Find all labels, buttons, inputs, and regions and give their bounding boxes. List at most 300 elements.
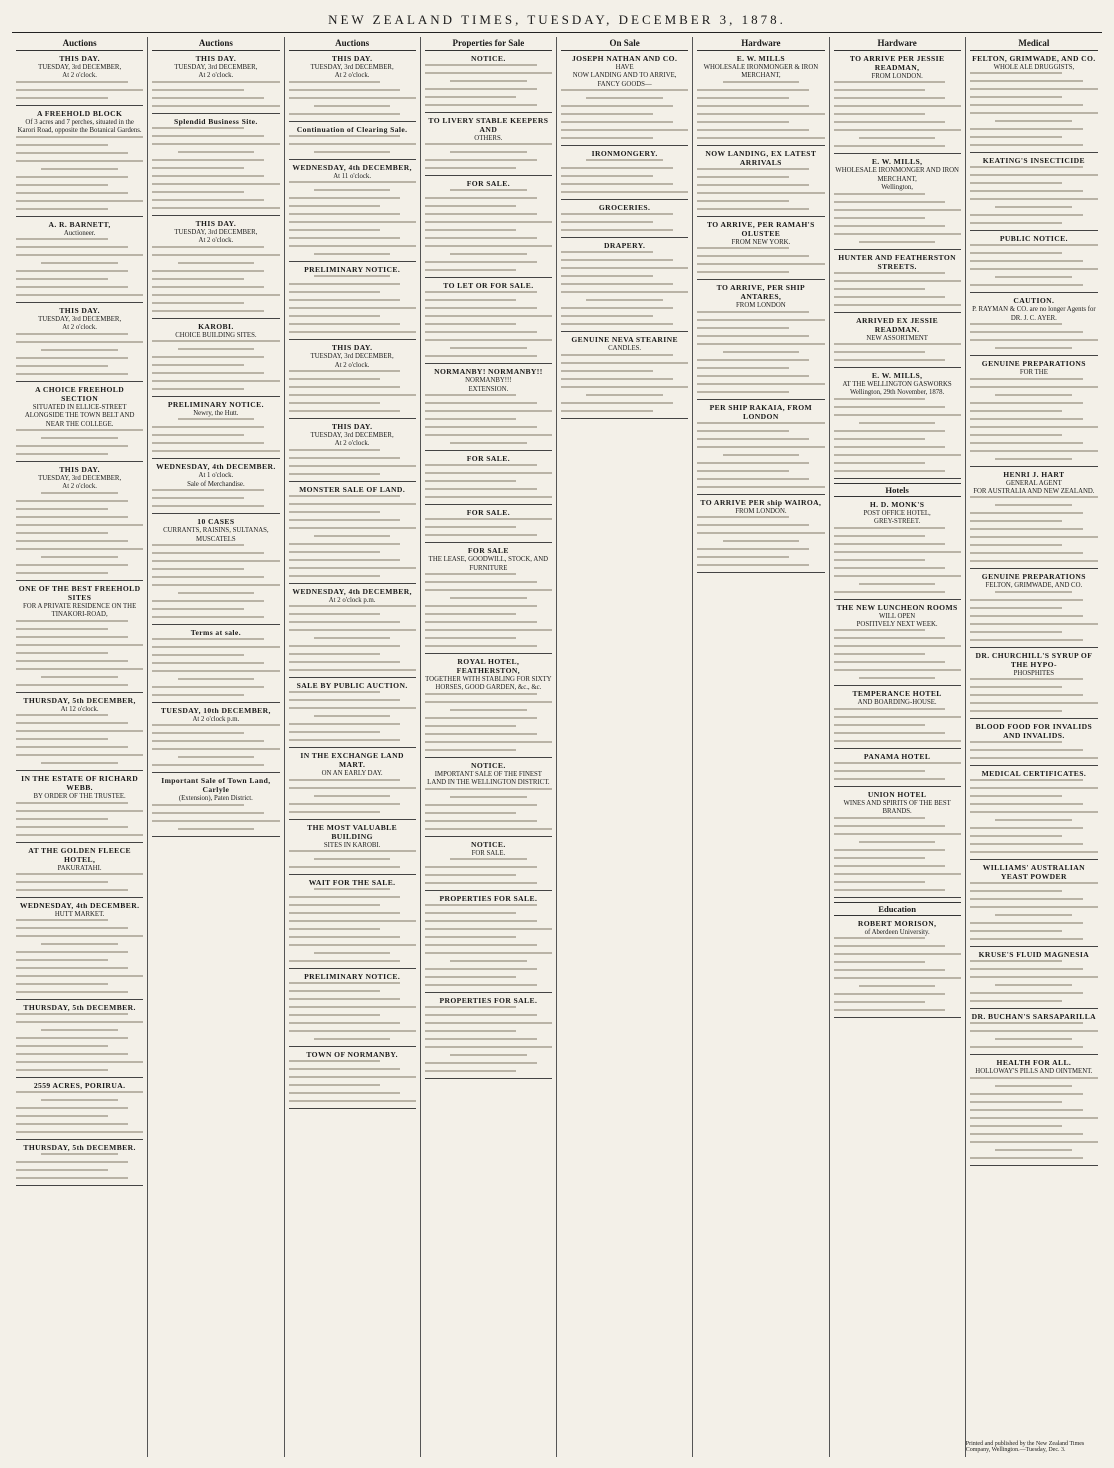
ad-subtitle: SITES IN KAROBI. xyxy=(323,841,381,849)
ad-divider xyxy=(16,842,143,843)
ad-title: Important Sale of Town Land, Carlyle xyxy=(161,776,271,795)
ad-divider xyxy=(834,748,961,749)
ad-title: THURSDAY, 5th DECEMBER, xyxy=(23,695,136,705)
body-text xyxy=(697,168,824,210)
ad-divider xyxy=(152,624,279,625)
ad-title: A. R. BARNETT, xyxy=(48,219,111,229)
body-text xyxy=(16,620,143,686)
advertisement xyxy=(425,179,552,271)
body-text xyxy=(970,378,1098,460)
advertisement xyxy=(834,603,961,680)
ad-detail: At 2 o'clock. xyxy=(334,361,370,369)
ad-subtitle: P. RAYMAN & CO. are no longer Agents for xyxy=(972,306,1096,314)
ad-title: FOR SALE. xyxy=(466,454,510,464)
ad-divider xyxy=(16,1139,143,1140)
ad-title: Splendid Business Site. xyxy=(174,116,258,126)
advertisement xyxy=(834,500,961,593)
body-text xyxy=(289,888,416,962)
ad-divider xyxy=(970,718,1098,719)
advertisement xyxy=(970,863,1098,940)
ad-subtitle: PAKURATAHI. xyxy=(57,864,102,872)
advertisement xyxy=(970,1012,1098,1048)
ad-subtitle: At 2 o'clock p.m. xyxy=(328,596,376,604)
ad-divider xyxy=(289,968,416,969)
advertisement xyxy=(834,919,961,1011)
ad-title: TO ARRIVE, PER RAMAH'S OLUSTEE xyxy=(706,219,815,238)
ad-title: GENUINE PREPARATIONS xyxy=(981,572,1086,582)
body-text xyxy=(970,882,1098,940)
ad-subtitle: WHOLE ALE DRUGGISTS, xyxy=(993,64,1075,71)
ad-title: BLOOD FOOD FOR INVALIDS AND INVALIDS. xyxy=(975,722,1093,741)
body-text xyxy=(152,246,279,312)
ad-title: HUNTER AND FEATHERSTON STREETS. xyxy=(838,252,957,271)
ad-divider xyxy=(289,159,416,160)
body-text xyxy=(289,449,416,475)
body-text xyxy=(834,629,961,679)
advertisement xyxy=(834,790,961,891)
ad-title: TO LET OR FOR SALE. xyxy=(443,281,534,291)
body-text xyxy=(970,72,1098,146)
body-text xyxy=(152,127,279,209)
body-text xyxy=(289,605,416,671)
ad-title: TOWN OF NORMANBY. xyxy=(306,1050,398,1060)
body-text xyxy=(289,81,416,115)
body-text xyxy=(834,193,961,243)
ad-divider xyxy=(289,339,416,340)
ad-detail: At 2 o'clock. xyxy=(198,237,234,245)
ad-detail: FOR AUSTRALIA AND NEW ZEALAND. xyxy=(973,488,1095,496)
ad-subtitle: FOR A PRIVATE RESIDENCE ON THE TINAKORI-ROAD, xyxy=(23,602,137,619)
advertisement xyxy=(697,403,824,488)
column xyxy=(966,37,1102,1457)
advertisement xyxy=(425,54,552,106)
body-text xyxy=(425,518,552,536)
ad-subtitle: WILL OPEN xyxy=(879,612,916,620)
ad-subtitle: IMPORTANT SALE OF THE FINEST LAND IN THE WELLINGTON DISTRICT. xyxy=(427,770,550,787)
ad-subtitle: BY ORDER OF THE TRUSTEE. xyxy=(33,793,126,801)
body-text xyxy=(834,527,961,593)
advertisement xyxy=(289,878,416,962)
advertisement xyxy=(970,156,1098,224)
advertisement xyxy=(16,1081,143,1133)
advertisement xyxy=(289,751,416,812)
body-text xyxy=(289,275,416,333)
advertisement xyxy=(561,149,688,193)
ad-divider xyxy=(834,478,961,479)
advertisement xyxy=(16,1003,143,1071)
ad-subtitle: TUESDAY, 3rd DECEMBER, xyxy=(310,64,394,71)
ad-title: THIS DAY. xyxy=(331,54,373,63)
body-text xyxy=(16,873,143,891)
ad-subtitle: WHOLESALE IRONMONGER AND IRON MERCHANT, xyxy=(835,167,959,183)
ad-detail: NOW LANDING AND TO ARRIVE, FANCY GOODS— xyxy=(572,72,677,88)
ad-title: WAIT FOR THE SALE. xyxy=(308,878,396,888)
advertisement xyxy=(834,54,961,147)
ad-divider xyxy=(425,757,552,758)
advertisement xyxy=(289,823,416,868)
body-text xyxy=(425,904,552,986)
ad-title: PUBLIC NOTICE. xyxy=(999,234,1068,244)
ad-subtitle: CANDLES. xyxy=(608,345,642,353)
body-text xyxy=(834,81,961,147)
ad-divider xyxy=(152,113,279,114)
ad-title: CAUTION. xyxy=(1013,296,1055,306)
advertisement xyxy=(152,219,279,312)
advertisement xyxy=(970,234,1098,286)
body-text xyxy=(425,693,552,751)
ad-divider xyxy=(152,702,279,703)
body-text xyxy=(697,422,824,488)
ad-divider xyxy=(425,542,552,543)
body-text xyxy=(697,311,824,393)
columns xyxy=(12,37,1102,1457)
ad-title: PRELIMINARY NOTICE. xyxy=(304,265,401,275)
body-text xyxy=(152,804,279,830)
ad-subtitle: Of 3 acres and 7 perches, situated in the Karori Road, opposite the Botanical Gardens. xyxy=(17,118,142,135)
ad-subtitle: TUESDAY, 3rd DECEMBER, xyxy=(174,228,258,236)
ad-divider xyxy=(834,153,961,154)
ad-divider xyxy=(834,1017,961,1018)
advertisement xyxy=(834,689,961,741)
body-text xyxy=(152,724,279,766)
ad-divider xyxy=(697,494,824,495)
ad-divider xyxy=(697,399,824,400)
ad-divider xyxy=(425,836,552,837)
body-text xyxy=(697,247,824,273)
body-text xyxy=(289,495,416,577)
ad-divider xyxy=(16,302,143,303)
column-heading: On Sale xyxy=(561,37,688,51)
column xyxy=(557,37,693,1457)
ad-divider xyxy=(561,199,688,200)
ad-title: UNION HOTEL xyxy=(867,789,927,799)
advertisement xyxy=(289,422,416,475)
ad-detail: GREY-STREET. xyxy=(874,518,921,526)
ad-divider xyxy=(834,312,961,313)
column-heading: Auctions xyxy=(152,37,279,51)
ad-detail: POSITIVELY NEXT WEEK. xyxy=(856,621,938,629)
ad-title: ROBERT MORISON, xyxy=(857,918,937,928)
body-text xyxy=(425,64,552,106)
body-text xyxy=(152,489,279,507)
ad-divider xyxy=(16,580,143,581)
ad-subtitle: TOGETHER WITH STABLING FOR SIXTY HORSES, GOOD GARDEN, &c., &c. xyxy=(425,676,552,692)
advertisement xyxy=(425,894,552,986)
ad-subtitle: Newry, the Hutt. xyxy=(193,410,239,418)
body-text xyxy=(834,343,961,361)
ad-title: HEALTH FOR ALL. xyxy=(996,1058,1072,1068)
ad-detail: Wellington, 29th November, 1878. xyxy=(849,389,945,397)
advertisement xyxy=(970,950,1098,1002)
advertisement xyxy=(16,54,143,99)
ad-divider xyxy=(970,859,1098,860)
ad-subtitle: NEW ASSORTMENT xyxy=(866,334,928,342)
body-text xyxy=(425,464,552,498)
ad-divider xyxy=(425,653,552,654)
body-text xyxy=(289,1060,416,1102)
body-text xyxy=(561,89,688,139)
advertisement xyxy=(834,752,961,780)
ad-subtitle: At 2 o'clock p.m. xyxy=(192,716,240,724)
advertisement xyxy=(834,371,961,472)
ad-title: IN THE EXCHANGE LAND MART. xyxy=(300,751,404,770)
ad-subtitle: TUESDAY, 3rd DECEMBER, xyxy=(38,316,122,324)
advertisement xyxy=(152,517,279,618)
ad-title: THIS DAY. xyxy=(195,218,237,228)
ad-title: ONE OF THE BEST FREEHOLD SITES xyxy=(18,583,141,602)
body-text xyxy=(970,741,1098,759)
ad-subtitle: PHOSPHITES xyxy=(1013,669,1055,677)
body-text xyxy=(697,516,824,566)
ad-title: E. W. MILLS, xyxy=(871,371,923,381)
ad-divider xyxy=(425,504,552,505)
ad-title: NOTICE. xyxy=(471,54,506,63)
ad-title: THURSDAY, 5th DECEMBER. xyxy=(23,1143,136,1153)
body-text xyxy=(425,788,552,830)
ad-subtitle: FOR THE xyxy=(1019,369,1048,377)
imprint: Printed and published by the New Zealand Times Company, Wellington.—Tuesday, Dec. 3. xyxy=(965,1441,1085,1453)
body-text xyxy=(289,370,416,412)
body-text xyxy=(152,418,279,452)
ad-subtitle: At 12 o'clock. xyxy=(60,705,99,713)
ad-subtitle: AND BOARDING-HOUSE. xyxy=(857,699,937,707)
ad-divider xyxy=(561,237,688,238)
ad-title: THIS DAY. xyxy=(331,343,373,353)
body-text xyxy=(425,1006,552,1072)
advertisement xyxy=(425,508,552,536)
ad-divider xyxy=(289,583,416,584)
body-text xyxy=(834,817,961,891)
ad-divider xyxy=(289,418,416,419)
ad-title: NOTICE. xyxy=(471,839,506,849)
ad-title: NOTICE. xyxy=(471,760,506,770)
ad-title: WILLIAMS' AUSTRALIAN YEAST POWDER xyxy=(982,863,1086,882)
column-heading: Auctions xyxy=(289,37,416,51)
column xyxy=(148,37,284,1457)
column-body xyxy=(834,54,961,1018)
ad-subtitle: FELTON, GRIMWADE, AND CO. xyxy=(985,582,1083,590)
advertisement xyxy=(697,149,824,210)
ad-title: KRUSE'S FLUID MAGNESIA xyxy=(978,950,1090,960)
ad-title: THIS DAY. xyxy=(59,465,100,475)
body-text xyxy=(16,1153,143,1179)
body-text xyxy=(152,81,279,107)
column xyxy=(421,37,557,1457)
ad-title: NOW LANDING, EX LATEST ARRIVALS xyxy=(705,148,817,167)
ad-title: PER SHIP RAKAIA, FROM LONDON xyxy=(709,402,813,421)
ad-title: THIS DAY. xyxy=(59,54,100,63)
ad-divider xyxy=(697,279,824,280)
body-text xyxy=(425,291,552,357)
advertisement xyxy=(697,498,824,566)
body-text xyxy=(16,714,143,764)
ad-title: E. W. MILLS xyxy=(736,54,786,63)
ad-divider xyxy=(970,1165,1098,1166)
ad-divider xyxy=(970,230,1098,231)
advertisement xyxy=(970,470,1098,563)
body-text xyxy=(289,850,416,868)
ad-subtitle: TUESDAY, 3rd DECEMBER, xyxy=(310,353,394,361)
ad-divider xyxy=(970,292,1098,293)
advertisement xyxy=(970,54,1098,146)
ad-divider xyxy=(970,355,1098,356)
ad-divider xyxy=(289,1108,416,1109)
body-text xyxy=(16,802,143,836)
ad-divider xyxy=(289,1046,416,1047)
ad-divider xyxy=(697,216,824,217)
ad-divider xyxy=(834,367,961,368)
advertisement xyxy=(970,722,1098,759)
advertisement xyxy=(16,774,143,835)
body-text xyxy=(970,779,1098,853)
ad-subtitle: GENERAL AGENT xyxy=(1005,479,1062,487)
body-text xyxy=(152,340,279,390)
ad-divider xyxy=(289,747,416,748)
ad-divider xyxy=(970,946,1098,947)
column-body xyxy=(561,54,688,419)
body-text xyxy=(289,181,416,255)
ad-divider xyxy=(289,481,416,482)
body-text xyxy=(970,1022,1098,1048)
column xyxy=(12,37,148,1457)
ad-detail: At 2 o'clock. xyxy=(334,440,370,448)
ad-subtitle: WINES AND SPIRITS OF THE BEST BRANDS. xyxy=(843,799,951,816)
column-body xyxy=(697,54,824,573)
body-text xyxy=(834,762,961,780)
ad-subtitle: WHOLESALE IRONMONGER & IRON MERCHANT, xyxy=(703,64,819,80)
body-text xyxy=(561,354,688,412)
ad-divider xyxy=(16,1185,143,1186)
advertisement xyxy=(970,572,1098,640)
advertisement xyxy=(16,584,143,686)
ad-subtitle: OTHERS. xyxy=(474,135,503,142)
ad-divider xyxy=(16,897,143,898)
ad-subtitle: HAVE xyxy=(615,64,634,71)
ad-divider xyxy=(289,874,416,875)
advertisement xyxy=(289,343,416,412)
ad-divider xyxy=(152,215,279,216)
ad-divider xyxy=(289,261,416,262)
ad-title: THIS DAY. xyxy=(331,422,373,432)
advertisement xyxy=(561,54,688,139)
ad-title: FOR SALE. xyxy=(466,179,510,189)
advertisement xyxy=(425,281,552,357)
body-text xyxy=(289,779,416,813)
ad-title: AT THE GOLDEN FLEECE HOTEL, xyxy=(28,845,131,864)
advertisement xyxy=(152,462,279,507)
ad-subtitle: TUESDAY, 3rd DECEMBER, xyxy=(38,475,122,483)
ad-divider xyxy=(16,770,143,771)
body-text xyxy=(16,1091,143,1133)
ad-divider xyxy=(425,992,552,993)
body-text xyxy=(970,166,1098,224)
ad-title: SALE BY PUBLIC AUCTION. xyxy=(296,681,408,691)
ad-detail: At 2 o'clock. xyxy=(334,72,370,80)
ad-divider xyxy=(16,999,143,1000)
advertisement xyxy=(289,163,416,255)
body-text xyxy=(970,244,1098,286)
column-body xyxy=(16,54,143,1186)
ad-title: GROCERIES. xyxy=(598,203,651,213)
ad-divider xyxy=(425,112,552,113)
ad-divider xyxy=(561,331,688,332)
ad-title: GENUINE PREPARATIONS xyxy=(981,359,1086,369)
ad-title: Continuation of Clearing Sale. xyxy=(296,124,408,134)
ad-subtitle: TUESDAY, 3rd DECEMBER, xyxy=(174,64,258,71)
body-text xyxy=(970,496,1098,562)
ad-divider xyxy=(152,836,279,837)
advertisement xyxy=(425,996,552,1072)
body-text xyxy=(561,159,688,193)
ad-detail: At 2 o'clock. xyxy=(62,324,97,332)
column xyxy=(830,37,966,1457)
ad-divider xyxy=(16,381,143,382)
advertisement xyxy=(425,761,552,830)
advertisement xyxy=(289,1050,416,1102)
ad-subtitle: HOLLOWAY'S PILLS AND OINTMENT. xyxy=(975,1068,1093,1076)
body-text xyxy=(697,81,824,139)
ad-divider xyxy=(152,513,279,514)
ad-title: THIS DAY. xyxy=(59,306,100,316)
ad-divider xyxy=(970,466,1098,467)
advertisement xyxy=(289,972,416,1040)
column-body xyxy=(289,54,416,1109)
section-heading: Education xyxy=(834,902,961,916)
ad-title: E. W. MILLS, xyxy=(871,157,923,167)
advertisement xyxy=(289,54,416,115)
advertisement xyxy=(16,220,143,296)
ad-title: THE NEW LUNCHEON ROOMS xyxy=(836,602,958,612)
advertisement xyxy=(425,657,552,751)
advertisement xyxy=(425,367,552,444)
advertisement xyxy=(152,400,279,452)
advertisement xyxy=(697,220,824,273)
ad-divider xyxy=(152,396,279,397)
ad-divider xyxy=(425,1078,552,1079)
ad-detail: At 2 o'clock. xyxy=(62,72,97,80)
body-text xyxy=(834,708,961,742)
ad-divider xyxy=(16,1077,143,1078)
ad-subtitle: FROM NEW YORK. xyxy=(731,238,791,246)
column-heading: Hardware xyxy=(697,37,824,51)
ad-title: A FREEHOLD BLOCK xyxy=(36,108,123,118)
ad-divider xyxy=(152,458,279,459)
advertisement xyxy=(16,846,143,891)
ad-divider xyxy=(16,105,143,106)
ad-title: WEDNESDAY, 4th DECEMBER, xyxy=(292,162,412,172)
advertisement xyxy=(970,651,1098,712)
advertisement xyxy=(425,116,552,169)
ad-title: PANAMA HOTEL xyxy=(863,751,931,761)
body-text xyxy=(152,638,279,696)
ad-divider xyxy=(16,461,143,462)
body-text xyxy=(425,858,552,884)
ad-title: PRELIMINARY NOTICE. xyxy=(167,400,264,410)
body-text xyxy=(16,238,143,296)
ad-title: KEATING'S INSECTICIDE xyxy=(982,156,1085,166)
ad-subtitle: CURRANTS, RAISINS, SULTANAS, MUSCATELS xyxy=(163,527,269,543)
ad-subtitle: TUESDAY, 3rd DECEMBER, xyxy=(38,64,122,71)
ad-subtitle: TUESDAY, 3rd DECEMBER, xyxy=(310,432,394,440)
ad-title: HENRI J. HART xyxy=(1003,469,1065,479)
ad-detail: EXTENSION. xyxy=(468,385,509,393)
ad-divider xyxy=(697,145,824,146)
ad-divider xyxy=(697,572,824,573)
body-text xyxy=(425,394,552,444)
advertisement xyxy=(289,587,416,671)
ad-title: TEMPERANCE HOTEL xyxy=(852,689,942,699)
advertisement xyxy=(970,769,1098,853)
